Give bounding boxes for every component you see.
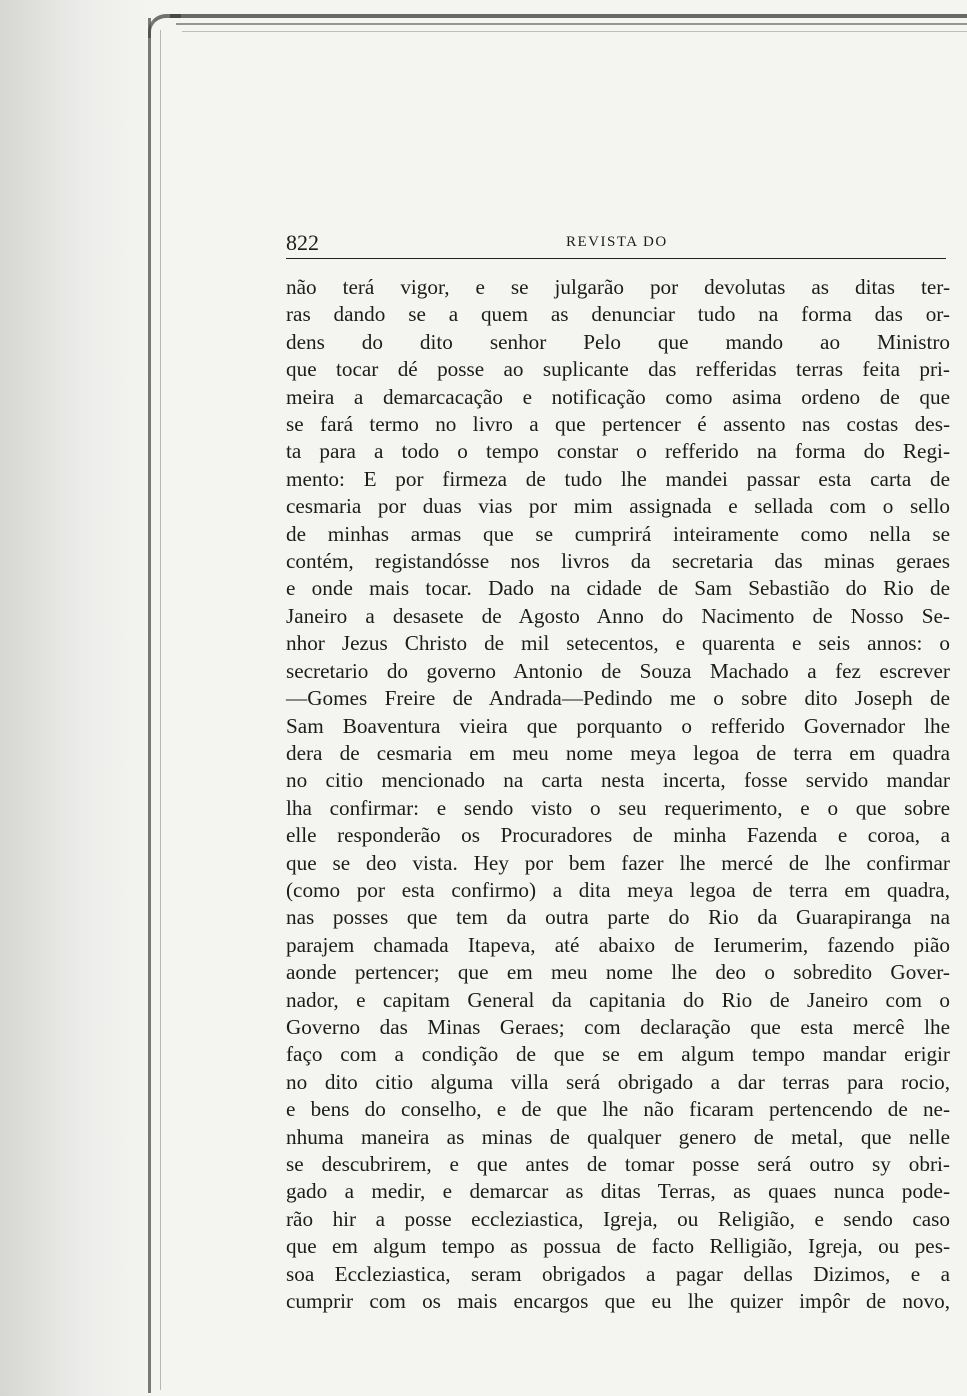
- page-header: [286, 228, 946, 259]
- text-line: Sam Boaventura vieira que porquanto o refferido Governador lhe: [286, 713, 950, 738]
- text-line: soa Eccleziastica, seram obrigados a pagar dellas Dizimos, e a: [286, 1261, 950, 1286]
- text-line: que se deo vista. Hey por bem fazer lhe mercé de lhe confirmar: [286, 850, 950, 875]
- text-line: Governo das Minas Geraes; com declaração que esta mercê lhe: [286, 1014, 950, 1039]
- text-line: e bens do conselho, e de que lhe não ficaram pertencendo de ne-: [286, 1097, 950, 1122]
- text-line: Janeiro a desasete de Agosto Anno do Nacimento de Nosso Se-: [286, 603, 950, 628]
- text-line: meira a demarcacação e notificação como asima ordeno de que: [286, 384, 950, 409]
- text-line: e onde mais tocar. Dado na cidade de Sam Sebastião do Rio de: [286, 576, 950, 601]
- page-left-edge: [148, 18, 151, 1393]
- text-line: gado a medir, e demarcar as ditas Terras, as quaes nunca pode-: [286, 1179, 950, 1204]
- text-line: contém, registandósse nos livros da secretaria das minas geraes: [286, 549, 950, 574]
- text-line: aonde pertencer; que em meu nome lhe deo o sobredito Gover-: [286, 960, 950, 985]
- text-line: elle responderão os Procuradores de minha Fazenda e coroa, a: [286, 823, 950, 848]
- text-line: faço com a condição de que se em algum tempo mandar erigir: [286, 1042, 950, 1067]
- text-line: (como por esta confirmo) a dita meya legoa de terra em quadra,: [286, 877, 950, 902]
- text-line: —Gomes Freire de Andrada—Pedindo me o sobre dito Joseph de: [286, 686, 950, 711]
- text-line: que em algum tempo as possua de facto Relligião, Igreja, ou pes-: [286, 1234, 950, 1259]
- text-line: no dito citio alguma villa será obrigado a dar terras para rocio,: [286, 1069, 950, 1094]
- page-top-edge: [170, 14, 967, 18]
- text-line: não terá vigor, e se julgarão por devolutas as ditas ter-: [286, 275, 950, 299]
- text-line: lha confirmar: e sendo visto o seu requerimento, e o que sobre: [286, 795, 950, 820]
- text-line: nhuma maneira as minas de qualquer genero de metal, que nelle: [286, 1124, 950, 1149]
- text-line: ta para a todo o tempo constar o refferido na forma do Regi-: [286, 439, 950, 464]
- text-line: cumprir com os mais encargos que eu lhe quizer impôr de novo,: [286, 1289, 950, 1314]
- text-line: secretario do governo Antonio de Souza Machado a fez escrever: [286, 658, 950, 683]
- body-text: [286, 274, 950, 1315]
- text-line: nhor Jezus Christo de mil setecentos, e quarenta e seis annos: o: [286, 631, 950, 656]
- running-head: REVISTA DO: [566, 234, 668, 250]
- page-binding-shadow: [0, 0, 150, 1396]
- text-line: no citio mencionado na carta nesta incerta, fosse servido mandar: [286, 768, 950, 793]
- page-top-edge-faint: [182, 31, 967, 32]
- text-line: nas posses que tem da outra parte do Rio da Guarapiranga na: [286, 905, 950, 930]
- text-line: dera de cesmaria em meu nome meya legoa de terra em quadra: [286, 740, 950, 765]
- text-line: se fará termo no livro a que pertencer é assento nas costas des-: [286, 412, 950, 437]
- text-line: ras dando se a quem as denunciar tudo na forma das or-: [286, 302, 950, 327]
- text-line: cesmaria por duas vias por mim assignada e sellada com o sello: [286, 494, 950, 519]
- text-line: que tocar dé posse ao suplicante das refferidas terras feita pri-: [286, 357, 950, 382]
- text-line: dens do dito senhor Pelo que mando ao Ministro: [286, 329, 950, 354]
- text-line: de minhas armas que se cumprirá inteiramente como nella se: [286, 521, 950, 546]
- page-left-edge-inner: [160, 30, 161, 1390]
- page-number: 822: [286, 230, 319, 255]
- page-top-edge-inner: [176, 23, 967, 25]
- text-line: mento: E por firmeza de tudo lhe mandei passar esta carta de: [286, 466, 950, 491]
- text-line: se descubrirem, e que antes de tomar posse será outro sy obri-: [286, 1152, 950, 1176]
- text-line: parajem chamada Itapeva, até abaixo de Ierumerim, fazendo pião: [286, 932, 950, 957]
- text-line: nador, e capitam General da capitania do Rio de Janeiro com o: [286, 987, 950, 1012]
- text-line: rão hir a posse eccleziastica, Igreja, ou Religião, e sendo caso: [286, 1206, 950, 1231]
- page-corner-curl: [148, 14, 181, 38]
